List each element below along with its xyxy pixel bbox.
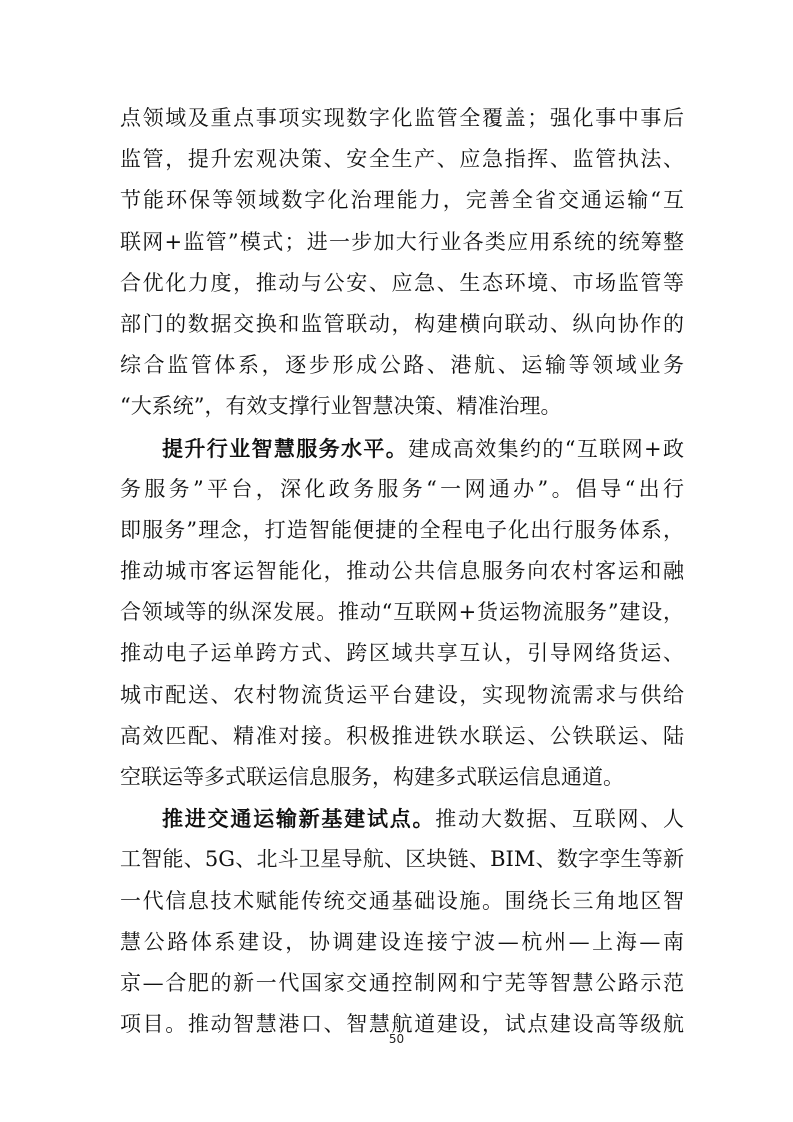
text-line: 推动电子运单跨方式、跨区域共享互认，引导网络货运、: [120, 641, 684, 666]
bold-heading: 提升行业智慧服务水平。: [162, 435, 409, 461]
text-line: 京—合肥的新一代国家交通控制网和宁芜等智慧公路示范: [120, 970, 684, 995]
text-line: 即服务”理念，打造智能便捷的全程电子化出行服务体系，: [120, 517, 684, 542]
page-number: 50: [388, 1032, 405, 1046]
text-span: 推动大数据、互联网、人: [435, 807, 685, 832]
text-line: 慧公路体系建设，协调建设连接宁波—杭州—上海—南: [120, 929, 684, 954]
text-line: 工智能、5G、北斗卫星导航、区块链、BIM、数字孪生等新: [120, 847, 684, 872]
text-line: 城市配送、农村物流货运平台建设，实现物流需求与供给: [120, 682, 684, 707]
text-line: 合优化力度，推动与公安、应急、生态环境、市场监管等: [120, 270, 684, 295]
text-line: 监管，提升宏观决策、安全生产、应急指挥、监管执法、: [120, 147, 684, 172]
text-line: 节能环保等领域数字化治理能力，完善全省交通运输“互: [120, 188, 684, 213]
bold-heading: 推进交通运输新基建试点。: [162, 806, 436, 832]
text-span: 建成高效集约的“互联网+政: [408, 436, 684, 461]
text-line: 一代信息技术赋能传统交通基础设施。围绕长三角地区智: [120, 888, 684, 913]
text-line: “大系统”，有效支撑行业智慧决策、精准治理。: [120, 394, 562, 419]
text-line: 部门的数据交换和监管联动，构建横向联动、纵向协作的: [120, 311, 684, 336]
text-line: 合领域等的纵深发展。推动“互联网+货运物流服务”建设，: [120, 600, 684, 625]
paragraph-heading-line: [120, 428, 684, 469]
text-line: 项目。推动智慧港口、智慧航道建设，试点建设高等级航: [120, 1012, 684, 1037]
text-line: 联网+监管”模式；进一步加大行业各类应用系统的统筹整: [120, 229, 684, 254]
text-line: 点领域及重点事项实现数字化监管全覆盖；强化事中事后: [120, 106, 684, 130]
paragraph-heading-line: [120, 798, 684, 839]
text-line: 推动城市客运智能化，推动公共信息服务向农村客运和融: [120, 559, 684, 584]
text-line: 空联运等多式联运信息服务，构建多式联运信息通道。: [120, 765, 624, 789]
text-line: 高效匹配、精准对接。积极推进铁水联运、公铁联运、陆: [120, 723, 684, 748]
body-text: [120, 98, 684, 1045]
text-line: 务服务”平台，深化政务服务“一网通办”。倡导“出行: [120, 476, 684, 501]
text-line: 综合监管体系，逐步形成公路、港航、运输等领域业务: [120, 353, 684, 378]
